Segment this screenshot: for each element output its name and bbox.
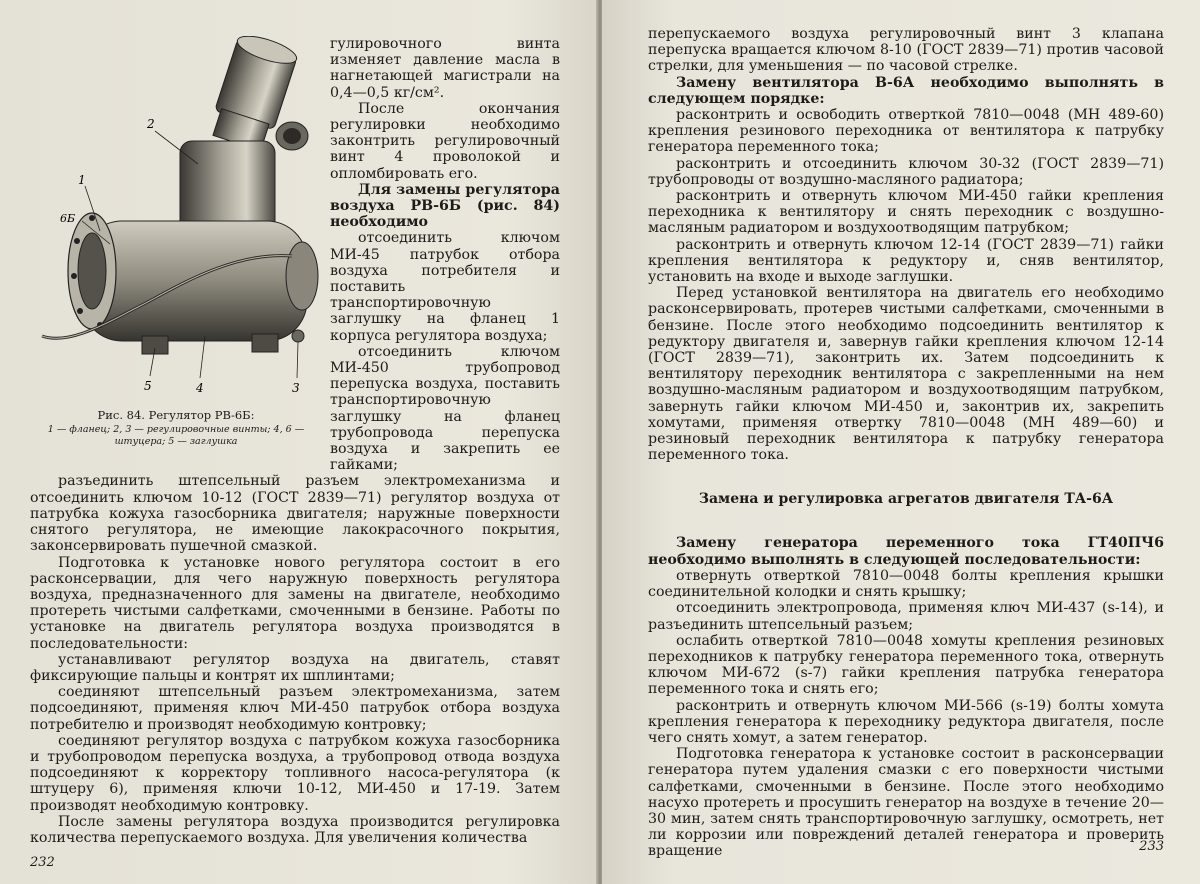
paragraph-1: перепускаемого воздуха регулировочный винт 3 клапана перепуска вращается ключом 8-10 (ГОСТ 2839—71) против часовой стрелки, для уменьшения — по часовой стрелке. bbox=[648, 26, 1164, 75]
step-3: разъединить штепсельный разъем электромеханизма и отсоединить ключом 10-12 (ГОСТ 2839—71) регулятор воздуха от патрубка кожуха газосборника двигателя; наружные поверхности снятого регулятора, не имеющие лакокрасочного покрытия, законсервировать пушечной смазкой. bbox=[30, 473, 560, 555]
step-3: расконтрить и отвернуть ключом МИ-450 гайки крепления переходника к вентилятору и снять переходник с воздушно-масляным радиатором и воздухоотводящим патрубком; bbox=[648, 188, 1164, 237]
section-intro-v6a: Замену вентилятора В-6А необходимо выполнять в следующем порядке: bbox=[648, 74, 1164, 107]
figure-caption-legend: 1 — фланец; 2, 3 — регулировочные винты; 4, 6 — штуцера; 5 — заглушка bbox=[47, 424, 305, 447]
callout-1: 1 bbox=[78, 173, 86, 187]
callout-5: 5 bbox=[144, 379, 152, 393]
section-heading: Замена и регулировка агрегатов двигателя ТА-6А bbox=[698, 491, 1114, 508]
callout-2: 2 bbox=[147, 117, 155, 131]
gen-step-2: отсоединить электропровода, применяя ключ МИ-437 (s-14), и разъединить штепсельный разъем; bbox=[648, 600, 1164, 633]
figure-caption bbox=[30, 408, 322, 447]
step-4: расконтрить и отвернуть ключом 12-14 (ГОСТ 2839—71) гайки крепления вентилятора к редуктору и, сняв вентилятор, установить на входе и выходе заглушки. bbox=[648, 236, 1164, 286]
figure-84 bbox=[30, 36, 322, 464]
figure-caption-title: Рис. 84. Регулятор РВ-6Б: bbox=[97, 408, 255, 422]
section-intro-generator: Замену генератора переменного тока ГТ40ПЧ6 необходимо выполнять в следующей последовательности: bbox=[648, 535, 1164, 568]
paragraph-gen-preparation: Подготовка генератора к установке состоит в расконсервации генератора путем удаления смазки с его поверхности чистыми салфетками, смоченными в бензине. После этого необходимо насухо протереть и просушить генератор на воздухе в течение 20—30 мин, затем снять транспортировочную заглушку, осмотреть, нет ли коррозии или повреждений деталей генератора и проверить вращение bbox=[648, 746, 1164, 860]
paragraph-1: гулировочного винта изменяет давление масла в нагнетающей магистрали на 0,4—0,5 кг/см². bbox=[330, 36, 560, 101]
step-1: отсоединить ключом МИ-45 патрубок отбора воздуха потребителя и поставить транспортировочную заглушку на фланец 1 корпуса регулятора воздуха; bbox=[330, 230, 560, 344]
page-number: 233 bbox=[1139, 839, 1164, 854]
page-number: 232 bbox=[30, 855, 55, 870]
right-page bbox=[602, 0, 1200, 884]
paragraph-2: После окончания регулировки необходимо законтрить регулировочный винт 4 проволокой и опломбировать его. bbox=[330, 100, 560, 182]
callout-6b: 6Б bbox=[60, 212, 76, 225]
step-1: расконтрить и освободить отверткой 7810—0048 (МН 489-60) крепления резинового переходника от вентилятора к патрубку генератора переменного тока; bbox=[648, 107, 1164, 156]
callout-4: 4 bbox=[196, 381, 204, 395]
install-step-2: соединяют штепсельный разъем электромеханизма, затем подсоединяют, применяя ключ МИ-450 патрубок отбора воздуха потребителю и производят необходимую контровку; bbox=[30, 684, 560, 733]
paragraph-installation: Перед установкой вентилятора на двигатель его необходимо расконсервировать, протерев чистыми салфетками, смоченными в бензине. После этого необходимо подсоединить вентилятор к редуктору двигателя и, завернув гайки крепления ключом 12-14 (ГОСТ 2839—71), законтрить их. Затем подсоединить к вентилятору переходник вентилятора с закрепленными на нем воздушно-масляным радиатором и воздухоотводящим патрубком, завернуть гайки ключом МИ-450 и, законтрив их, закрепить хомутами, применяя отвертку 7810—0048 (МН 489—60) и резиновый переходник вентилятора к патрубку генератора переменного тока. bbox=[648, 285, 1164, 464]
air-regulator-illustration bbox=[30, 36, 322, 406]
callout-3: 3 bbox=[292, 381, 300, 395]
gen-step-1: отвернуть отверткой 7810—0048 болты крепления крышки соединительной колодки и снять крышку; bbox=[648, 567, 1164, 601]
step-2: отсоединить ключом МИ-450 трубопровод перепуска воздуха, поставить транспортировочную заглушку на фланец трубопровода перепуска воздуха и закрепить ее гайками; bbox=[330, 343, 560, 474]
gen-step-4: расконтрить и отвернуть ключом МИ-566 (s-19) болты хомута крепления генератора к переходнику редуктора двигателя, после чего снять хомут, а затем генератор. bbox=[648, 697, 1164, 746]
step-2: расконтрить и отсоединить ключом 30-32 (ГОСТ 2839—71) трубопроводы от воздушно-масляного радиатора; bbox=[648, 155, 1164, 188]
paragraph-preparation: Подготовка к установке нового регулятора состоит в его расконсервации, для чего наружную поверхность регулятора воздуха, предназначенного для замены на двигателе, необходимо протереть чистыми салфетками, смоченными в бензине. Работы по установке на двигатель регулятора воздуха производятся в последовательности: bbox=[30, 554, 560, 652]
left-page bbox=[0, 0, 598, 884]
paragraph-regulation: После замены регулятора воздуха производится регулировка количества перепускаемого воздуха. Для увеличения количества bbox=[30, 813, 560, 846]
section-intro-rv6b: Для замены регулятора воздуха РВ-6Б (рис. 84) необходимо bbox=[330, 181, 560, 231]
install-step-1: устанавливают регулятор воздуха на двигатель, ставят фиксирующие пальцы и контрят их шплинтами; bbox=[30, 651, 560, 684]
gen-step-3: ослабить отверткой 7810—0048 хомуты крепления резиновых переходников к патрубку генератора переменного тока, отвернуть ключом МИ-672 (s-7) гайки крепления патрубка генератора переменного тока и снять его; bbox=[648, 632, 1164, 698]
install-step-3: соединяют регулятор воздуха с патрубком кожуха газосборника и трубопроводом перепуска воздуха, а трубопровод отвода воздуха подсоединяют к корректору топливного насоса-регулятора (к штуцеру 6), применяя ключи 10-12, МИ-450 и 17-19. Затем производят необходимую контровку. bbox=[30, 732, 560, 814]
